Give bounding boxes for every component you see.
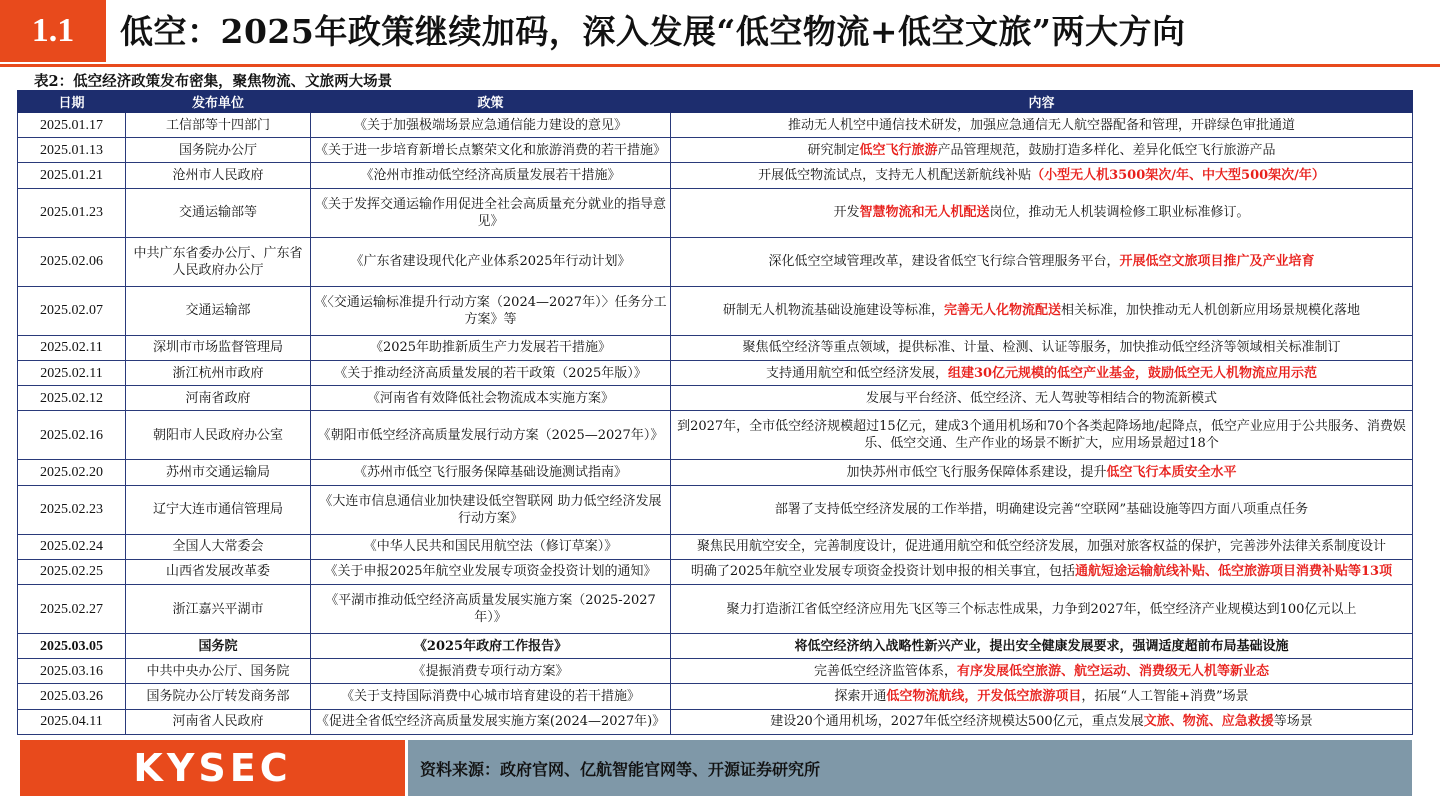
cell-policy: 《2025年助推新质生产力发展若干措施》 (311, 335, 671, 360)
content-text: 相关标准，加快推动无人机创新应用场景规模化落地 (1061, 303, 1361, 319)
cell-issuer: 河南省政府 (126, 386, 311, 411)
content-text: 开发 (833, 205, 860, 221)
cell-content (671, 138, 1413, 163)
highlight-text: 低空飞行本质安全水平 (1106, 464, 1237, 480)
content-text: 部署了支持低空经济发展的工作举措，明确建设完善“空联网”基础设施等四方面八项重点任务 (774, 502, 1309, 518)
cell-policy: 《苏州市低空飞行服务保障基础设施测试指南》 (311, 460, 671, 485)
highlight-text: 开展低空文旅项目推广及产业培育 (1119, 254, 1315, 270)
table-row (18, 684, 1413, 709)
cell-policy: 《促进全省低空经济高质量发展实施方案(2024—2027年)》 (311, 709, 671, 734)
table-header-row (18, 91, 1413, 113)
cell-issuer: 辽宁大连市通信管理局 (126, 485, 311, 534)
cell-policy: 《关于加强极端场景应急通信能力建设的意见》 (311, 113, 671, 138)
content-text: 研制无人机物流基础设施建设等标准， (722, 303, 944, 319)
content-text: 深化低空空域管理改革，建设省低空飞行综合管理服务平台， (768, 254, 1120, 270)
policy-table (17, 90, 1413, 735)
content-text: 支持通用航空和低空经济发展， (765, 365, 948, 381)
cell-issuer: 苏州市交通运输局 (126, 460, 311, 485)
highlight-text: 低空飞行旅游 (859, 142, 938, 158)
header-issuer: 发布单位 (126, 91, 311, 113)
cell-content (671, 584, 1413, 633)
table-row (18, 188, 1413, 237)
cell-date: 2025.04.11 (18, 709, 126, 734)
content-text: 岗位，推动无人机装调检修工职业标准修订。 (989, 205, 1250, 221)
cell-date: 2025.02.07 (18, 286, 126, 335)
cell-policy: 《河南省有效降低社会物流成本实施方案》 (311, 386, 671, 411)
cell-policy: 《广东省建设现代化产业体系2025年行动计划》 (311, 237, 671, 286)
cell-date: 2025.02.11 (18, 360, 126, 385)
table-row (18, 659, 1413, 684)
cell-policy: 《提振消费专项行动方案》 (311, 659, 671, 684)
content-text: 发展与平台经济、低空经济、无人驾驶等相结合的物流新模式 (865, 390, 1217, 406)
cell-content (671, 485, 1413, 534)
content-text: 开展低空物流试点，支持无人机配送新航线补贴 (758, 168, 1032, 183)
table-row (18, 138, 1413, 163)
content-text: 建设20个通用机场，2027年低空经济规模达500亿元，重点发展 (770, 714, 1144, 730)
cell-content (671, 188, 1413, 237)
cell-content (671, 113, 1413, 138)
cell-issuer: 河南省人民政府 (126, 709, 311, 734)
header-date: 日期 (18, 91, 126, 113)
header-content: 内容 (671, 91, 1413, 113)
cell-issuer: 交通运输部 (126, 286, 311, 335)
cell-content (671, 634, 1413, 659)
cell-issuer: 浙江杭州市政府 (126, 360, 311, 385)
content-text: 到2027年，全市低空经济规模超过15亿元，建成3个通用机场和70个各类起降场地/起降点，低空产业应用于公共服务、消费娱乐、低空交通、生产作业的场景不断扩大，应用场景超过18个 (677, 419, 1406, 452)
cell-policy: 《中华人民共和国民用航空法（修订草案）》 (311, 534, 671, 559)
cell-date: 2025.01.17 (18, 113, 126, 138)
cell-date: 2025.02.20 (18, 460, 126, 485)
cell-issuer: 国务院 (126, 634, 311, 659)
content-text: 加快苏州市低空飞行服务保障体系建设，提升 (846, 464, 1107, 480)
table-row (18, 460, 1413, 485)
cell-date: 2025.03.16 (18, 659, 126, 684)
table-caption: 表2：低空经济政策发布密集，聚焦物流、文旅两大场景 (34, 73, 393, 90)
content-text: 产品管理规范，鼓励打造多样化、差异化低空飞行旅游产品 (937, 142, 1276, 158)
table-row (18, 534, 1413, 559)
cell-issuer: 交通运输部等 (126, 188, 311, 237)
highlight-text: 有序发展低空旅游、航空运动、消费级无人机等新业态 (957, 663, 1270, 679)
cell-policy: 《关于发挥交通运输作用促进全社会高质量充分就业的指导意见》 (311, 188, 671, 237)
cell-date: 2025.02.25 (18, 559, 126, 584)
header-policy: 政策 (311, 91, 671, 113)
cell-issuer: 全国人大常委会 (126, 534, 311, 559)
highlight-text: 完善无人化物流配送 (943, 303, 1061, 319)
table-row (18, 559, 1413, 584)
source-bar (408, 740, 1412, 796)
content-text: 明确了2025年航空业发展专项资金投资计划申报的相关事宜，包括 (690, 564, 1075, 580)
cell-content (671, 659, 1413, 684)
cell-issuer: 山西省发展改革委 (126, 559, 311, 584)
table-row (18, 286, 1413, 335)
highlight-text: 文旅、物流、应急救援 (1143, 714, 1274, 730)
cell-policy: 《〈交通运输标准提升行动方案（2024—2027年）〉任务分工方案》等 (311, 286, 671, 335)
content-text: ，拓展“人工智能+消费”场景 (1081, 689, 1249, 705)
table-row (18, 113, 1413, 138)
table-row (18, 584, 1413, 633)
cell-policy: 《大连市信息通信业加快建设低空智联网 助力低空经济发展行动方案》 (311, 485, 671, 534)
page-header (0, 0, 1440, 62)
cell-policy: 《沧州市推动低空经济高质量发展若干措施》 (311, 163, 671, 188)
cell-policy: 《关于进一步培育新增长点繁荣文化和旅游消费的若干措施》 (311, 138, 671, 163)
cell-issuer: 沧州市人民政府 (126, 163, 311, 188)
cell-content (671, 709, 1413, 734)
cell-content (671, 286, 1413, 335)
cell-policy: 《朝阳市低空经济高质量发展行动方案（2025—2027年）》 (311, 411, 671, 460)
cell-issuer: 国务院办公厅 (126, 138, 311, 163)
source-note: 资料来源：政府官网、亿航智能官网等、开源证券研究所 (420, 759, 821, 779)
cell-issuer: 工信部等十四部门 (126, 113, 311, 138)
cell-content (671, 534, 1413, 559)
cell-content (671, 335, 1413, 360)
cell-content (671, 559, 1413, 584)
cell-content (671, 386, 1413, 411)
cell-date: 2025.01.13 (18, 138, 126, 163)
cell-content (671, 163, 1413, 188)
table-row (18, 411, 1413, 460)
title-divider (0, 64, 1440, 67)
cell-date: 2025.03.05 (18, 634, 126, 659)
content-text: 推动无人机空中通信技术研发，加强应急通信无人航空器配备和管理，开辟绿色审批通道 (787, 117, 1295, 133)
cell-date: 2025.03.26 (18, 684, 126, 709)
table-row (18, 634, 1413, 659)
table-row (18, 360, 1413, 385)
content-text: 探索开通 (834, 689, 887, 705)
cell-issuer: 国务院办公厅转发商务部 (126, 684, 311, 709)
cell-date: 2025.02.27 (18, 584, 126, 633)
cell-date: 2025.02.24 (18, 534, 126, 559)
page-title: 低空：2025年政策继续加码，深入发展“低空物流+低空文旅”两大方向 (120, 12, 1186, 51)
highlight-text: 通航短途运输航线补贴、低空旅游项目消费补贴等13项 (1075, 564, 1393, 580)
table-row (18, 237, 1413, 286)
table-row (18, 709, 1413, 734)
logo-text: KYSEC (133, 746, 292, 790)
cell-issuer: 深圳市市场监督管理局 (126, 335, 311, 360)
cell-content (671, 460, 1413, 485)
cell-issuer: 浙江嘉兴平湖市 (126, 584, 311, 633)
cell-date: 2025.01.21 (18, 163, 126, 188)
cell-date: 2025.02.11 (18, 335, 126, 360)
cell-date: 2025.01.23 (18, 188, 126, 237)
cell-date: 2025.02.06 (18, 237, 126, 286)
content-text: 聚焦民用航空安全，完善制度设计，促进通用航空和低空经济发展，加强对旅客权益的保护，完善涉外法律关系制度设计 (696, 539, 1386, 555)
content-text: 聚焦低空经济等重点领域，提供标准、计量、检测、认证等服务，加快推动低空经济等领域相关标准制订 (742, 340, 1341, 356)
cell-issuer: 朝阳市人民政府办公室 (126, 411, 311, 460)
cell-content (671, 360, 1413, 385)
cell-policy: 《2025年政府工作报告》 (311, 634, 671, 659)
section-number: 1.1 (0, 0, 106, 62)
content-text: 将低空经济纳入战略性新兴产业，提出安全健康发展要求，强调适度超前布局基础设施 (794, 638, 1289, 654)
cell-content (671, 411, 1413, 460)
table-body (18, 113, 1413, 735)
content-text: 聚力打造浙江省低空经济应用先飞区等三个标志性成果，力争到2027年，低空经济产业规模达到100亿元以上 (726, 601, 1357, 617)
cell-date: 2025.02.23 (18, 485, 126, 534)
content-text: 完善低空经济监管体系， (813, 663, 957, 679)
cell-issuer: 中共广东省委办公厅、广东省人民政府办公厅 (126, 237, 311, 286)
highlight-text: （小型无人机3500架次/年、中大型500架次/年） (1031, 168, 1325, 183)
highlight-text: 智慧物流和无人机配送 (859, 205, 990, 221)
cell-policy: 《关于申报2025年航空业发展专项资金投资计划的通知》 (311, 559, 671, 584)
content-text: 等场景 (1273, 714, 1313, 730)
cell-policy: 《平湖市推动低空经济高质量发展实施方案（2025-2027年）》 (311, 584, 671, 633)
cell-date: 2025.02.16 (18, 411, 126, 460)
cell-issuer: 中共中央办公厅、国务院 (126, 659, 311, 684)
cell-content (671, 237, 1413, 286)
cell-date: 2025.02.12 (18, 386, 126, 411)
table-row (18, 386, 1413, 411)
brand-logo (20, 740, 405, 796)
cell-content (671, 684, 1413, 709)
table-row (18, 163, 1413, 188)
content-text: 研究制定 (807, 142, 860, 158)
table-row (18, 335, 1413, 360)
highlight-text: 组建30亿元规模的低空产业基金，鼓励低空无人机物流应用示范 (947, 365, 1318, 381)
cell-policy: 《关于推动经济高质量发展的若干政策（2025年版）》 (311, 360, 671, 385)
cell-policy: 《关于支持国际消费中心城市培育建设的若干措施》 (311, 684, 671, 709)
table-row (18, 485, 1413, 534)
highlight-text: 低空物流航线，开发低空旅游项目 (886, 689, 1082, 705)
